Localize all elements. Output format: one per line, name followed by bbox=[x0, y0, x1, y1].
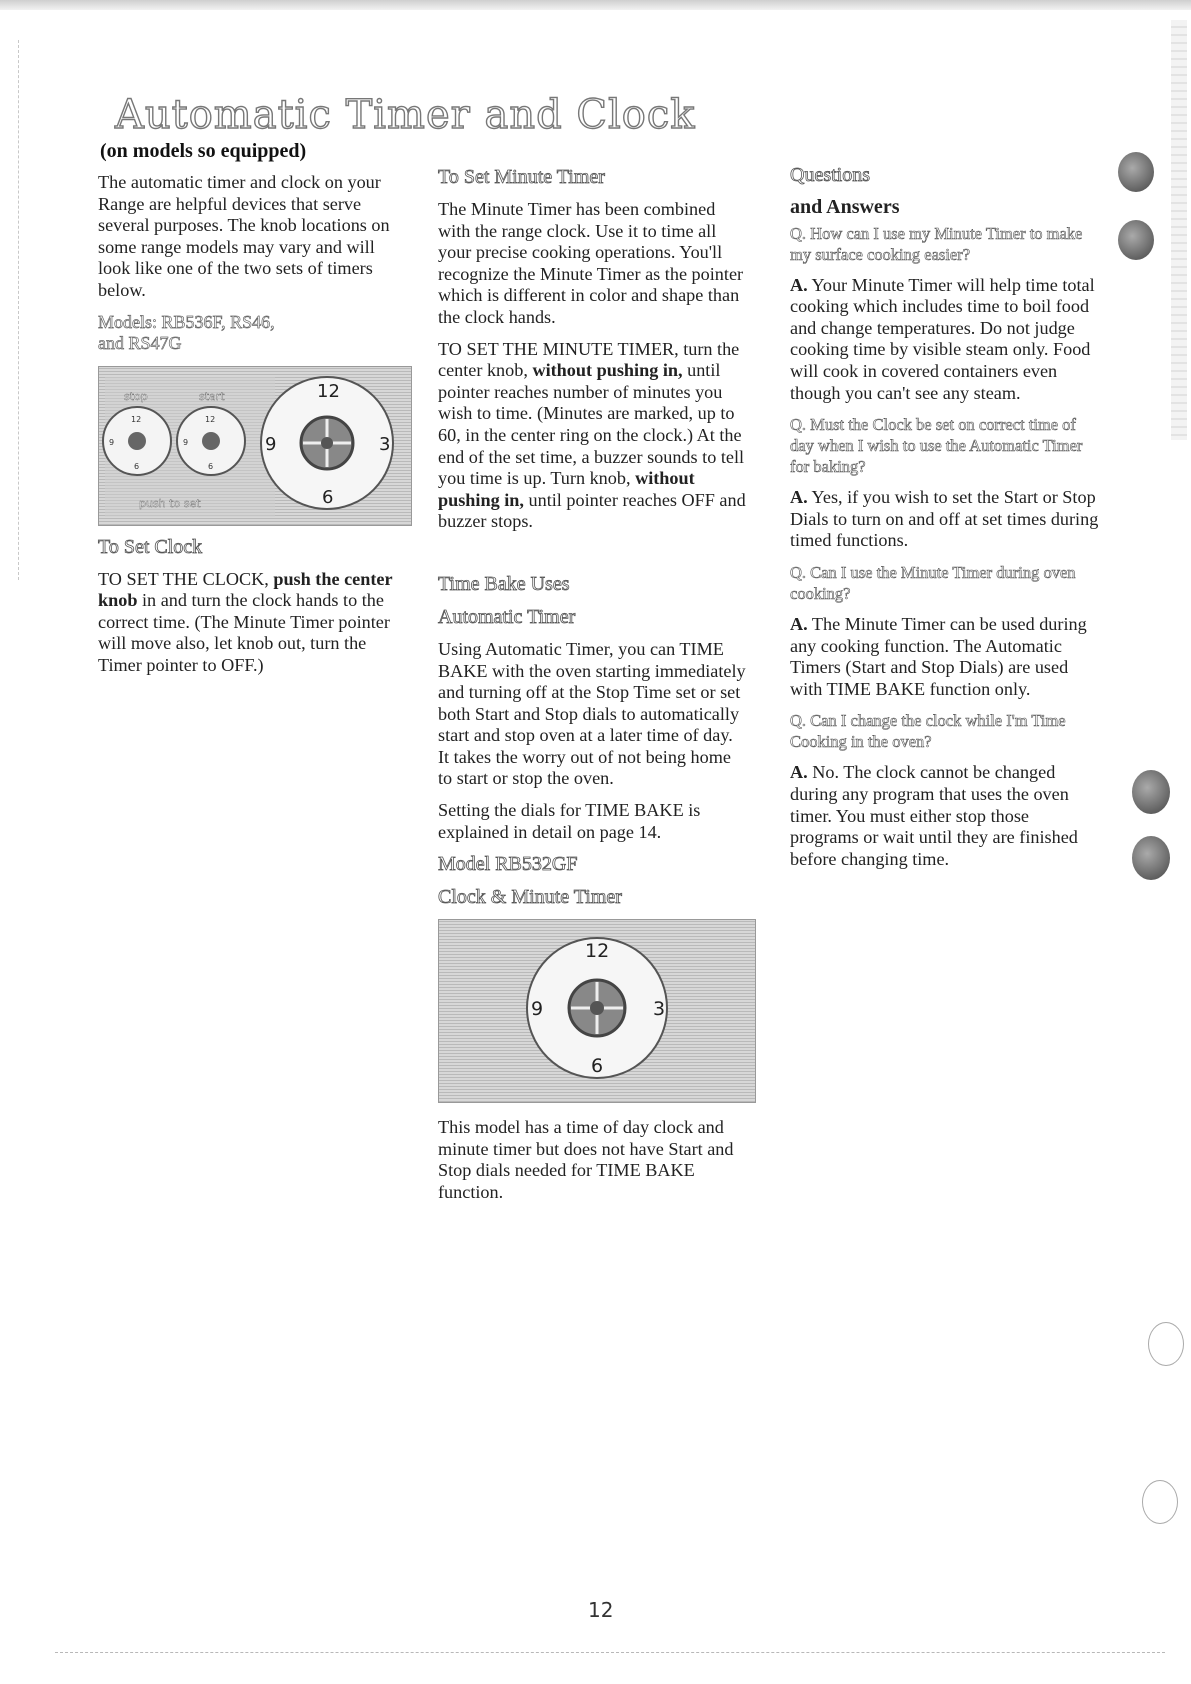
minute-timer-heading: To Set Minute Timer bbox=[438, 166, 605, 188]
question-1: Q. How can I use my Minute Timer to make my surface cooking easier? bbox=[790, 223, 1083, 264]
qa-heading-1: Questions bbox=[790, 164, 870, 186]
page-subtitle: (on models so equipped) bbox=[100, 140, 307, 162]
model-heading-2: Clock & Minute Timer bbox=[438, 886, 622, 909]
set-clock-bold: push the center knob bbox=[98, 568, 393, 611]
answer-2 bbox=[790, 487, 1100, 552]
qa-heading-2: and Answers bbox=[790, 196, 900, 218]
answer-3-text: The Minute Timer can be used during any cooking function. The Automatic Timers (Start and Stop Dials) are used with TIME BAKE function only. bbox=[790, 613, 1087, 699]
models-label bbox=[98, 312, 410, 354]
model-heading-1: Model RB532GF bbox=[438, 853, 578, 876]
timer-panel-drawing bbox=[99, 367, 411, 525]
scan-bottom-edge bbox=[55, 1652, 1165, 1653]
answer-3-label: A. bbox=[790, 613, 808, 634]
model-clock-6: 6 bbox=[591, 1055, 604, 1078]
clock-12: 12 bbox=[317, 380, 340, 402]
column-right bbox=[790, 164, 1100, 880]
set-clock-rest: in and turn the clock hands to the correct time. (The Minute Timer pointer will move also, let knob out, turn the Timer pointer to OFF.) bbox=[98, 590, 390, 675]
question-4: Q. Can I change the clock while I'm Time Cooking in the oven? bbox=[790, 711, 1066, 752]
answer-4 bbox=[790, 762, 1100, 870]
answer-3 bbox=[790, 614, 1100, 700]
set-clock-paragraph bbox=[98, 569, 410, 677]
answer-1-label: A. bbox=[790, 274, 808, 295]
minute-p2-end: until pointer reaches OFF and buzzer stops. bbox=[438, 489, 746, 532]
minute-p2-bold-1: without pushing in, bbox=[532, 360, 683, 381]
scan-right-edge bbox=[1171, 20, 1187, 440]
question-2: Q. Must the Clock be set on correct time of day when I wish to use the Automatic Timer for baking? bbox=[790, 415, 1083, 477]
model-clock-9: 9 bbox=[531, 998, 544, 1021]
stop-dial-12: 12 bbox=[131, 414, 142, 424]
answer-4-text: No. The clock cannot be changed during any program that uses the oven timer. You must either stop those programs or wait until they are finished before changing time. bbox=[790, 762, 1078, 869]
minute-p2-bold-2: without pushing in, bbox=[438, 468, 695, 510]
model-clock-knob bbox=[590, 1001, 604, 1015]
minute-p2-mid: until pointer reaches number of minutes you wish to time. (Minutes are marked, up to 60, in the center ring on the clock.) At the end of the set time, a buzzer sounds to tell you time is up. Turn knob, bbox=[438, 360, 745, 489]
intro-paragraph: The automatic timer and clock on your Range are helpful devices that serve several purposes. The knob locations on some range models may vary and will look like one of the two sets of timers below. bbox=[98, 172, 390, 300]
clock-knob bbox=[321, 437, 333, 449]
answer-2-text: Yes, if you wish to set the Start or Stop Dials to turn on and off at set times during timed functions. bbox=[790, 487, 1099, 551]
start-dial-12: 12 bbox=[205, 414, 216, 424]
punch-hole-1 bbox=[1148, 1322, 1184, 1366]
clock-photo bbox=[438, 919, 756, 1103]
stop-dial-9: 9 bbox=[109, 437, 115, 447]
models-line-1: Models: RB536F, RS46, bbox=[98, 311, 275, 332]
punch-hole-2 bbox=[1142, 1480, 1178, 1524]
binder-dot-3 bbox=[1132, 770, 1170, 814]
set-clock-lead: TO SET THE CLOCK, bbox=[98, 568, 274, 589]
clock-9: 9 bbox=[265, 433, 277, 455]
time-bake-heading-2: Automatic Timer bbox=[438, 605, 576, 628]
timer-panel-photo bbox=[98, 366, 412, 526]
model-clock-3: 3 bbox=[653, 998, 666, 1021]
column-middle bbox=[438, 166, 748, 1214]
minute-p2-lead: TO SET THE MINUTE TIMER, turn the center knob, bbox=[438, 338, 740, 381]
start-dial-6: 6 bbox=[208, 461, 214, 471]
model-caption: This model has a time of day clock and minute timer but does not have Start and Stop dials needed for TIME BAKE function. bbox=[438, 1117, 734, 1203]
start-dial-9: 9 bbox=[183, 437, 189, 447]
answer-1-text: Your Minute Timer will help time total cooking which includes time to boil food and change temperatures. Do not judge cooking time by visible steam only. Food will cook in covered containers even though you can't see any steam. bbox=[790, 274, 1095, 403]
column-left bbox=[98, 172, 410, 687]
minute-timer-paragraph-2 bbox=[438, 339, 748, 533]
binder-dot-2 bbox=[1118, 220, 1154, 260]
time-bake-paragraph-2: Setting the dials for TIME BAKE is explained in detail on page 14. bbox=[438, 800, 701, 842]
binder-dot-4 bbox=[1132, 836, 1170, 880]
stop-label: stop bbox=[124, 389, 148, 403]
set-clock-heading: To Set Clock bbox=[98, 535, 203, 558]
model-clock-12: 12 bbox=[585, 940, 610, 963]
stop-dial-6: 6 bbox=[134, 461, 140, 471]
clock-drawing bbox=[439, 920, 755, 1102]
scan-top-edge bbox=[0, 0, 1191, 10]
page-title: Automatic Timer and Clock bbox=[115, 92, 696, 138]
stop-dial-knob bbox=[128, 432, 146, 450]
push-to-set-label: push to set bbox=[139, 496, 201, 510]
page-number: 12 bbox=[588, 1598, 614, 1622]
question-3: Q. Can I use the Minute Timer during oven cooking? bbox=[790, 562, 1076, 603]
minute-timer-paragraph-1: The Minute Timer has been combined with the range clock. Use it to time all your precise cooking operations. You'll recognize the Minute Timer as the pointer which is different in color and shape than the clock hands. bbox=[438, 199, 744, 327]
binder-dot-1 bbox=[1118, 152, 1154, 192]
models-line-2: and RS47G bbox=[98, 332, 182, 353]
clock-3: 3 bbox=[379, 433, 391, 455]
scan-left-margin bbox=[18, 40, 20, 580]
start-label: start bbox=[199, 389, 225, 403]
clock-6: 6 bbox=[322, 486, 334, 508]
answer-1 bbox=[790, 275, 1100, 405]
time-bake-heading-1: Time Bake Uses bbox=[438, 572, 570, 595]
answer-4-label: A. bbox=[790, 762, 808, 783]
answer-2-label: A. bbox=[790, 487, 808, 508]
time-bake-paragraph-1: Using Automatic Timer, you can TIME BAKE with the oven starting immediately and turning off at the Stop Time set or set both Start and Stop dials to automatically start and stop oven at a later time of day. It takes the worry out of not being home to start or stop the oven. bbox=[438, 638, 746, 789]
start-dial-knob bbox=[202, 432, 220, 450]
